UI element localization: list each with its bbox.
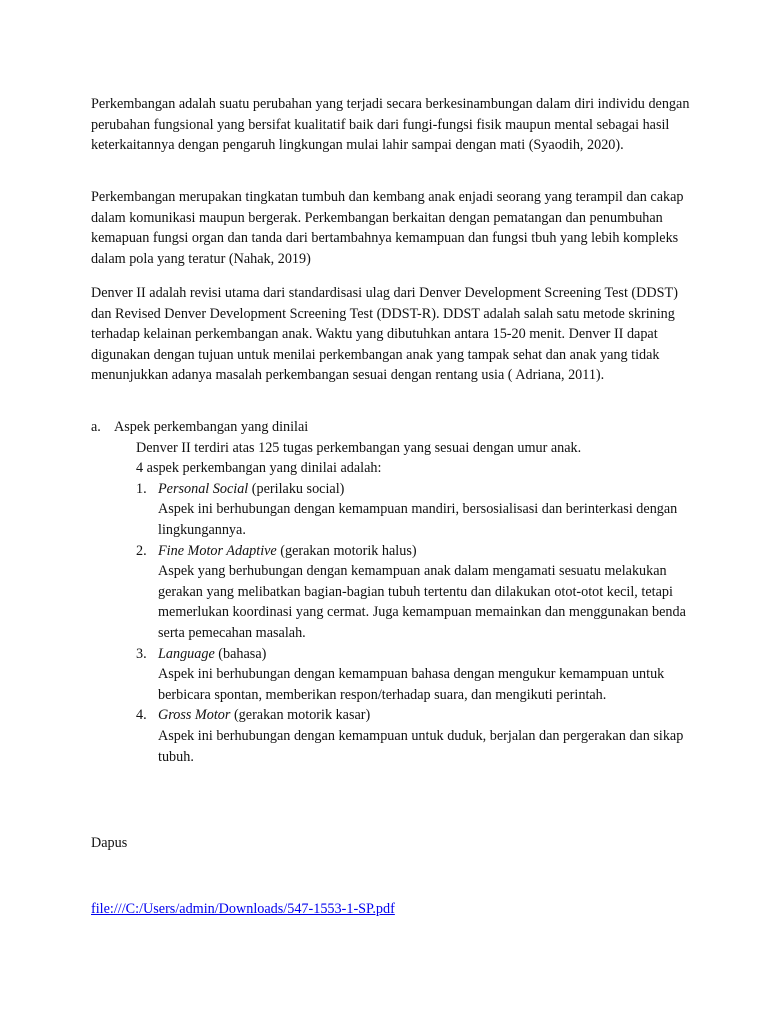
list-number: 3.	[136, 645, 147, 662]
aspect-gloss: (bahasa)	[214, 645, 267, 662]
aspect-description: Aspek yang berhubungan dengan kemampuan anak dalam mengamati sesuatu melakukan gerakan yang melibatkan bagian-bagian tubuh tertentu dan dilakukan otot-otot kecil, tetapi memerlukan koordinasi yang cermat. Juga kemampuan memainkan dan menggunakan benda serta pemecahan masalah.	[158, 563, 686, 641]
list-number: 1.	[136, 480, 147, 497]
list-marker-a: a.	[91, 419, 101, 435]
aspect-term: Fine Motor Adaptive	[158, 542, 277, 559]
list-item-gross-motor	[136, 705, 694, 767]
references-heading: Dapus	[91, 835, 128, 851]
section-intro-line: 4 aspek perkembangan yang dinilai adalah:	[136, 460, 382, 477]
aspect-term: Language	[158, 645, 215, 662]
aspect-list	[136, 479, 694, 767]
aspect-gloss: (gerakan motorik kasar)	[230, 707, 371, 724]
aspect-description: Aspek ini berhubungan dengan kemampuan untuk duduk, berjalan dan pergerakan dan sikap tubuh.	[158, 727, 684, 765]
aspect-heading	[158, 705, 694, 726]
aspect-term: Gross Motor	[158, 707, 231, 724]
aspect-description: Aspek ini berhubungan dengan kemampuan mandiri, bersosialisasi dan berinterkasi dengan lingkungannya.	[158, 501, 678, 538]
list-number: 2.	[136, 542, 147, 559]
list-item-personal-social	[136, 479, 694, 541]
aspect-term: Personal Social	[158, 480, 249, 497]
paragraph-definition: Perkembangan adalah suatu perubahan yang terjadi secara berkesinambungan dalam diri individu dengan perubahan fungsional yang bersifat kualitatif baik dari fungi-fungsi fisik maupun mental sebagai hasil keterkaitannya dengan pengaruh lingkungan mulai lahir sampai dengan mati (Syaodih, 2020).	[91, 96, 690, 154]
list-item-language	[136, 644, 694, 706]
aspect-description: Aspek ini berhubungan dengan kemampuan bahasa dengan mengukur kemampuan untuk berbicara spontan, memberikan respon/terhadap suara, dan mengikuti perintah.	[158, 666, 665, 703]
aspect-heading	[158, 644, 694, 665]
list-item-fine-motor	[136, 541, 694, 644]
section-heading: Aspek perkembangan yang dinilai	[114, 419, 309, 435]
aspect-gloss: (perilaku social)	[248, 480, 345, 497]
section-intro-line: Denver II terdiri atas 125 tugas perkembangan yang sesuai dengan umur anak.	[136, 439, 582, 456]
list-number: 4.	[136, 707, 147, 724]
aspect-heading	[158, 479, 694, 500]
paragraph-denver-ii: Denver II adalah revisi utama dari standardisasi ulag dari Denver Development Screening Test (DDST) dan Revised Denver Development Screening Test (DDST-R). DDST adalah salah satu metode skrining terhadap kelainan perkembangan anak. Waktu yang dibutuhkan antara 15-20 menit. Denver II dapat digunakan dengan tujuan untuk menilai perkembangan anak yang tampak sehat dan anak yang tidak menunjukkan adanya masalah perkembangan sesuai dengan rentang usia ( Adriana, 2011).	[91, 285, 678, 384]
list-item-aspek	[91, 417, 694, 767]
paragraph-development: Perkembangan merupakan tingkatan tumbuh dan kembang anak enjadi seorang yang terampil dan cakap dalam komunikasi maupun bergerak. Perkembangan berkaitan dengan pematangan dan penumbuhan kemapuan fungsi organ dan tanda dari bertambahnya kemampuan dan fungsi tbuh yang lebih kompleks dalam pola yang teratur (Nahak, 2019)	[91, 189, 684, 267]
aspect-gloss: (gerakan motorik halus)	[276, 542, 417, 559]
section-body	[136, 438, 694, 768]
aspect-heading	[158, 541, 694, 562]
reference-link[interactable]: file:///C:/Users/admin/Downloads/547-1553-1-SP.pdf	[91, 901, 395, 917]
